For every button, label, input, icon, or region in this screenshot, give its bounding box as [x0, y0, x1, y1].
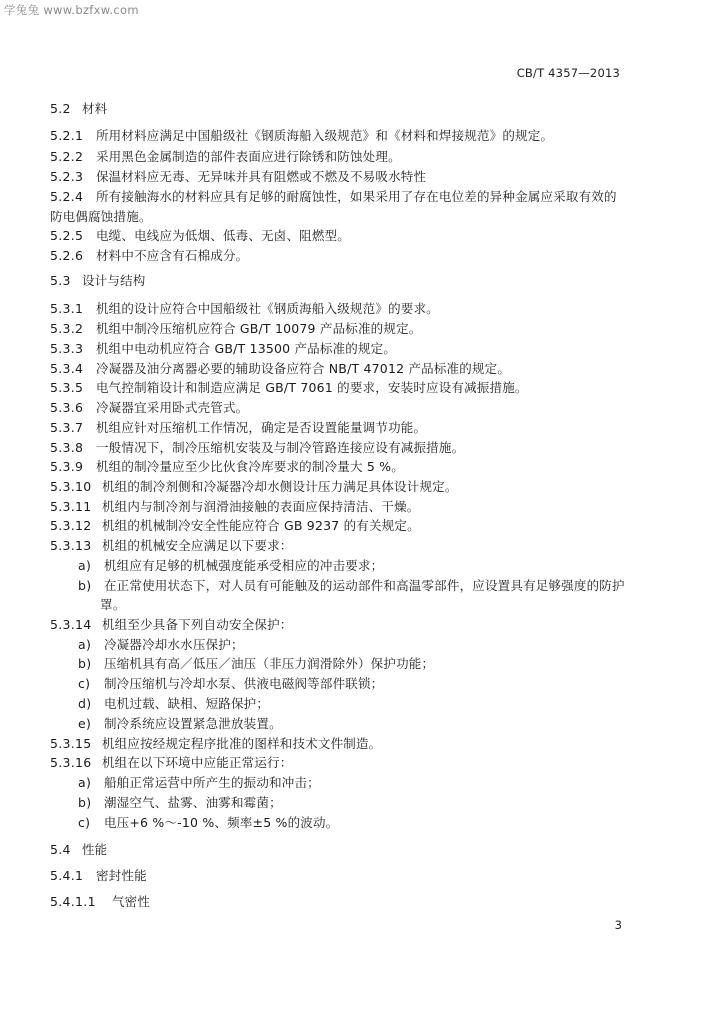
clause-5-3-13	[50, 539, 293, 553]
clause-number: 5.3.7	[50, 420, 84, 435]
watermark-text: 学兔兔 www.bzfxw.com	[4, 3, 139, 17]
list-marker: a)	[78, 558, 92, 573]
clause-5-3-12	[50, 519, 420, 533]
clause-number: 5.3.11	[50, 499, 92, 514]
list-item-text: 罩。	[100, 597, 126, 612]
clause-text: 防电偶腐蚀措施。	[50, 209, 152, 224]
section-heading-5-4	[50, 843, 107, 857]
clause-text: 机组应针对压缩机工作情况，确定是否设置能量调节功能。	[95, 420, 427, 435]
list-item-5-3-13-b-continued	[100, 598, 125, 612]
list-marker: b)	[78, 795, 92, 810]
clause-number: 5.3.2	[50, 321, 84, 336]
clause-number: 5.3.4	[50, 361, 84, 376]
list-item-5-3-16-c	[78, 816, 338, 830]
clause-text: 机组的机械制冷安全性能应符合 GB 9237 的有关规定。	[101, 518, 420, 533]
clause-number: 5.3.15	[50, 736, 92, 751]
section-number: 5.4.1.1	[50, 894, 96, 909]
clause-text: 机组在以下环境中应能正常运行：	[101, 755, 293, 770]
clause-number: 5.3.5	[50, 380, 84, 395]
clause-text: 机组中电动机应符合 GB/T 13500 产品标准的规定。	[95, 341, 397, 356]
clause-text: 机组的制冷剂侧和冷凝器冷却水侧设计压力满足具体设计规定。	[101, 479, 458, 494]
clause-text: 采用黑色金属制造的部件表面应进行除锈和防蚀处理。	[95, 149, 401, 164]
list-item-text: 船舶正常运营中所产生的振动和冲击；	[103, 775, 320, 790]
section-number: 5.3	[50, 273, 71, 288]
clause-number: 5.3.10	[50, 479, 92, 494]
clause-text: 保温材料应无毒、无异味并具有阻燃或不燃及不易吸水特性	[95, 169, 427, 184]
clause-text: 机组应按经规定程序批准的图样和技术文件制造。	[101, 736, 382, 751]
section-number: 5.4.1	[50, 868, 84, 883]
list-marker: e)	[78, 716, 92, 731]
clause-text: 所用材料应满足中国船级社《钢质海船入级规范》和《材料和焊接规范》的规定。	[95, 128, 554, 143]
clause-5-3-1	[50, 302, 439, 316]
clause-number: 5.3.13	[50, 538, 92, 553]
clause-text: 机组的机械安全应满足以下要求：	[101, 538, 293, 553]
clause-text: 机组至少具备下列自动安全保护：	[101, 617, 293, 632]
list-item-text: 制冷压缩机与冷却水泵、供液电磁阀等部件联锁；	[103, 676, 384, 691]
list-marker: c)	[78, 676, 91, 691]
clause-5-2-6	[50, 249, 248, 263]
clause-number: 5.3.16	[50, 755, 92, 770]
clause-5-3-3	[50, 342, 396, 356]
clause-5-3-9	[50, 460, 404, 474]
clause-5-2-4	[50, 190, 617, 204]
clause-number: 5.3.14	[50, 617, 92, 632]
list-item-text: 冷凝器冷却水水压保护；	[103, 637, 244, 652]
clause-text: 材料中不应含有石棉成分。	[95, 248, 249, 263]
clause-5-3-6	[50, 401, 248, 415]
clause-number: 5.3.6	[50, 400, 84, 415]
section-title: 性能	[81, 842, 108, 857]
clause-5-3-7	[50, 421, 426, 435]
clause-number: 5.3.8	[50, 440, 84, 455]
clause-number: 5.2.5	[50, 228, 84, 243]
clause-5-3-8	[50, 441, 464, 455]
clause-text: 冷凝器及油分离器必要的辅助设备应符合 NB/T 47012 产品标准的规定。	[95, 361, 511, 376]
clause-number: 5.3.12	[50, 518, 92, 533]
clause-number: 5.2.4	[50, 189, 84, 204]
list-item-5-3-14-e	[78, 717, 282, 731]
list-marker: d)	[78, 696, 92, 711]
clause-5-3-10	[50, 480, 458, 494]
section-heading-5-2	[50, 102, 107, 116]
clause-text: 机组内与制冷剂与润滑油接触的表面应保持清洁、干燥。	[101, 499, 420, 514]
list-item-5-3-13-b	[78, 579, 625, 593]
list-marker: b)	[78, 656, 92, 671]
list-item-5-3-14-d	[78, 697, 269, 711]
clause-number: 5.3.9	[50, 459, 84, 474]
section-title: 密封性能	[95, 868, 147, 883]
standard-code: CB/T 4357—2013	[516, 66, 620, 80]
clause-text: 一般情况下，制冷压缩机安装及与制冷管路连接应设有减振措施。	[95, 440, 465, 455]
clause-text: 机组的设计应符合中国船级社《钢质海船入级规范》的要求。	[95, 301, 439, 316]
clause-5-3-2	[50, 322, 421, 336]
clause-5-3-16	[50, 756, 293, 770]
section-title: 气密性	[111, 894, 151, 909]
clause-5-2-1	[50, 129, 553, 143]
list-marker: a)	[78, 775, 92, 790]
list-marker: a)	[78, 637, 92, 652]
section-title: 设计与结构	[81, 273, 146, 288]
clause-number: 5.3.3	[50, 341, 84, 356]
list-item-text: 电机过载、缺相、短路保护；	[103, 696, 270, 711]
clause-5-3-15	[50, 737, 381, 751]
clause-5-2-5	[50, 229, 350, 243]
section-number: 5.4	[50, 842, 71, 857]
clause-text: 机组的制冷量应至少比伙食冷库要求的制冷量大 5 %。	[95, 459, 404, 474]
clause-number: 5.2.6	[50, 248, 84, 263]
page-number: 3	[614, 918, 622, 932]
clause-text: 电气控制箱设计和制造应满足 GB/T 7061 的要求，安装时应设有减振措施。	[95, 380, 528, 395]
clause-text: 所有接触海水的材料应具有足够的耐腐蚀性，如果采用了存在电位差的异种金属应采取有效的	[95, 189, 617, 204]
clause-5-3-5	[50, 381, 528, 395]
section-heading-5-4-1-1	[50, 895, 150, 909]
list-item-5-3-14-a	[78, 638, 244, 652]
clause-5-2-4-continued	[50, 210, 152, 224]
clause-5-3-14	[50, 618, 293, 632]
list-item-text: 在正常使用状态下，对人员有可能触及的运动部件和高温零部件，应设置具有足够强度的防护	[103, 578, 625, 593]
list-item-5-3-16-a	[78, 776, 320, 790]
list-item-text: 潮湿空气、盐雾、油雾和霉菌；	[103, 795, 282, 810]
clause-text: 冷凝器宜采用卧式壳管式。	[95, 400, 249, 415]
section-title: 材料	[81, 101, 108, 116]
clause-5-2-3	[50, 170, 426, 184]
clause-number: 5.3.1	[50, 301, 84, 316]
clause-5-3-11	[50, 500, 420, 514]
list-item-5-3-14-c	[78, 677, 383, 691]
list-item-text: 制冷系统应设置紧急泄放装置。	[103, 716, 282, 731]
section-heading-5-4-1	[50, 869, 147, 883]
list-marker: b)	[78, 578, 92, 593]
section-number: 5.2	[50, 101, 71, 116]
list-item-text: 压缩机具有高／低压／油压（非压力润滑除外）保护功能；	[103, 656, 435, 671]
list-item-text: 电压+6 %～-10 %、频率±5 %的波动。	[103, 815, 339, 830]
clause-number: 5.2.1	[50, 128, 84, 143]
clause-text: 电缆、电线应为低烟、低毒、无卤、阻燃型。	[95, 228, 350, 243]
clause-5-3-4	[50, 362, 510, 376]
list-item-5-3-14-b	[78, 657, 434, 671]
list-item-text: 机组应有足够的机械强度能承受相应的冲击要求；	[103, 558, 384, 573]
list-item-5-3-13-a	[78, 559, 383, 573]
clause-5-2-2	[50, 150, 401, 164]
clause-text: 机组中制冷压缩机应符合 GB/T 10079 产品标准的规定。	[95, 321, 422, 336]
list-item-5-3-16-b	[78, 796, 282, 810]
list-marker: c)	[78, 815, 91, 830]
clause-number: 5.2.2	[50, 149, 84, 164]
section-heading-5-3	[50, 274, 146, 288]
clause-number: 5.2.3	[50, 169, 84, 184]
